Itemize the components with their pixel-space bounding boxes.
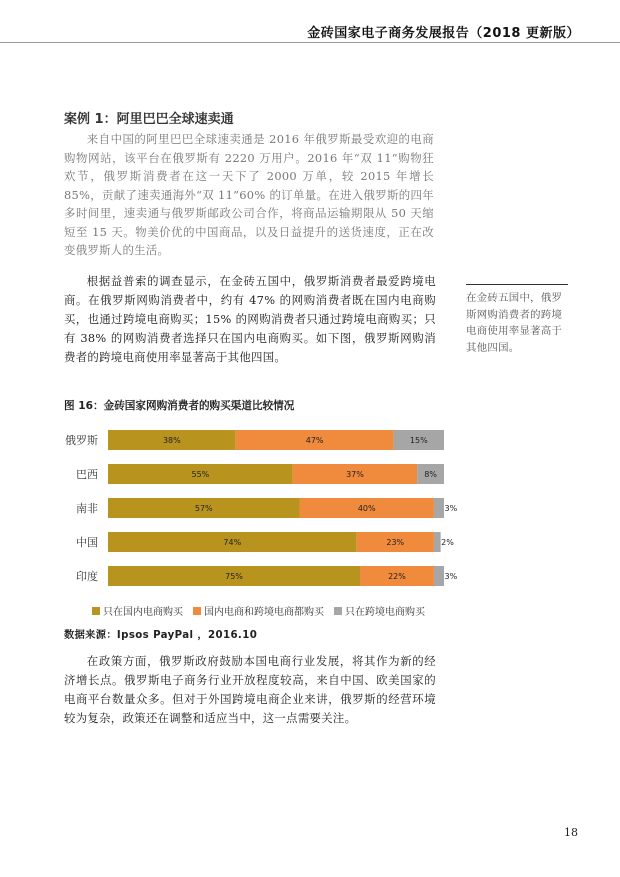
legend-swatch (193, 607, 201, 615)
category-label: 巴西 (76, 468, 98, 481)
data-label: 40% (357, 504, 376, 513)
data-label: 2% (441, 538, 454, 547)
data-label: 8% (424, 470, 437, 479)
category-label: 中国 (76, 536, 98, 549)
side-note: 在金砖五国中，俄罗斯网购消费者的跨境电商使用率显著高于其他四国。 (466, 292, 563, 354)
category-label: 印度 (76, 570, 98, 583)
stacked-bar-chart (64, 418, 464, 593)
data-label: 37% (346, 470, 364, 479)
category-label: 俄罗斯 (65, 434, 98, 447)
bar-segment (434, 566, 444, 586)
legend-item (193, 603, 324, 618)
side-note-divider (466, 284, 568, 285)
data-label: 3% (444, 504, 458, 513)
data-label: 22% (388, 572, 406, 581)
data-label: 55% (191, 470, 210, 479)
legend-item (334, 603, 425, 618)
body-paragraph-1: 根据益普索的调查显示，在金砖五国中，俄罗斯消费者最爱跨境电商。在俄罗斯网购消费者中，约有 47% 的网购消费者既在国内电商购买，也通过跨境电商购买；15% 的网购消费者只通过跨境电商购买；只有 38% 的网购消费者选择只在国内电商购买。如下图，俄罗斯网购消费者的跨境电商使用率显著高于其他四国。 (64, 274, 436, 364)
data-label: 47% (305, 436, 324, 445)
legend-item (92, 603, 183, 618)
data-label: 38% (162, 436, 181, 445)
figure-caption: 图 16：金砖国家网购消费者的购买渠道比较情况 (64, 400, 295, 412)
legend-label: 只在跨境电商购买 (345, 607, 425, 618)
chart-legend (92, 603, 425, 618)
legend-label: 只在国内电商购买 (103, 607, 183, 618)
data-label: 74% (223, 538, 242, 547)
data-label: 75% (225, 572, 243, 581)
report-header-title: 金砖国家电子商务发展报告（2018 更新版） (307, 26, 580, 41)
page-number: 18 (564, 826, 578, 839)
bar-segment (434, 498, 444, 518)
category-label: 南非 (76, 502, 98, 515)
data-source: 数据来源：Ipsos PayPal ，2016.10 (64, 630, 258, 641)
data-label: 57% (194, 504, 213, 513)
data-label: 23% (386, 538, 405, 547)
case-title: 案例 1：阿里巴巴全球速卖通 (64, 112, 234, 127)
data-label: 3% (444, 572, 458, 581)
case-body-text: 来自中国的阿里巴巴全球速卖通是 2016 年俄罗斯最受欢迎的电商购物网站，该平台在俄罗斯有 2220 万用户。2016 年“双 11”购物狂欢节，俄罗斯消费者在这一天下了 2000 万单，较 2015 年增长 85%，贡献了速卖通海外“双 11”60% 的订单量。在进入俄罗斯的四年多时间里，速卖通与俄罗斯邮政公司合作，将商品运输期限从 50 天缩短至 15 天。物美价优的中国商品，以及日益提升的送货速度，正在改变俄罗斯人的生活。 (64, 132, 434, 257)
legend-swatch (334, 607, 342, 615)
legend-swatch (92, 607, 100, 615)
data-label: 15% (409, 436, 428, 445)
header-divider (0, 42, 620, 43)
body-paragraph-2: 在政策方面，俄罗斯政府鼓励本国电商行业发展，将其作为新的经济增长点。俄罗斯电子商务行业开放程度较高，来自中国、欧美国家的电商平台数量众多。但对于外国跨境电商企业来讲，俄罗斯的经营环境较为复杂，政策还在调整和适应当中，这一点需要关注。 (64, 654, 436, 725)
bar-segment (434, 532, 441, 552)
legend-label: 国内电商和跨境电商都购买 (204, 607, 324, 618)
